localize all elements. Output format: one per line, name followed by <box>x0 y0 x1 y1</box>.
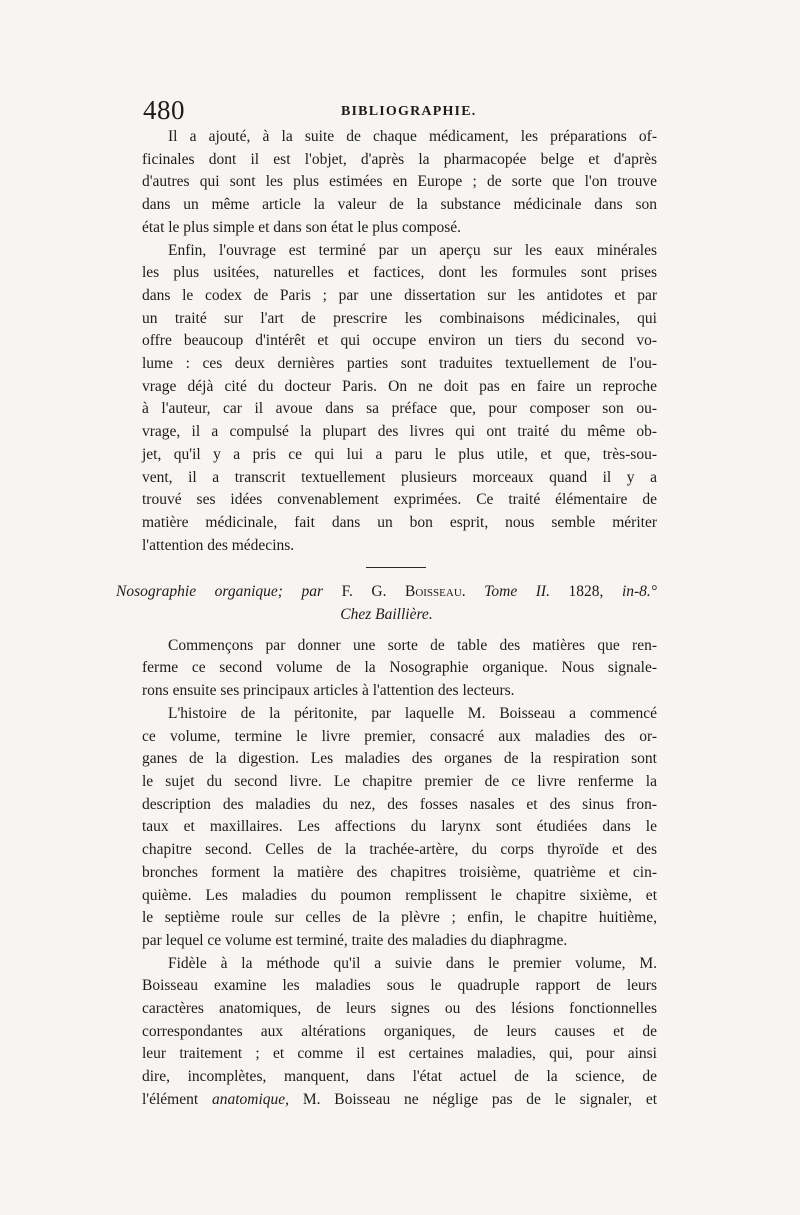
text-emphasis: anatomique, <box>211 1090 290 1108</box>
text-line: Il a ajouté, à la suite de chaque médicament, les préparations of- <box>168 128 657 145</box>
text-line: chapitre second. Celles de la trachée-artère, du corps thyroïde et des <box>142 841 657 859</box>
review-format: in-8.° <box>621 583 657 601</box>
text-line: ferme ce second volume de la Nosographie organique. Nous signale- <box>142 659 657 677</box>
text-line: quième. Les maladies du poumon remplissent le chapitre sixième, et <box>142 886 657 904</box>
text-line: bronches forment la matière des chapitres troisième, quatrième et cin- <box>142 863 657 881</box>
page-number: 480 <box>143 95 185 125</box>
text-line: L'histoire de la péritonite, par laquelle M. Boisseau a commencé <box>168 704 657 722</box>
text-line: un traité sur l'art de prescrire les combinaisons médicinales, qui <box>142 309 657 327</box>
text-line <box>116 1089 657 1112</box>
spacer <box>116 627 657 635</box>
review-author: F. G. Boisseau. <box>341 583 466 601</box>
text-line: jet, qu'il y a pris ce qui lui a paru le plus utile, et que, très-sou- <box>142 445 657 463</box>
text-line: dire, incomplètes, manquent, dans l'état actuel de la science, de <box>142 1068 657 1086</box>
text-line: d'autres qui sont les plus estimées en Europe ; de sorte que l'on trouve <box>142 173 657 191</box>
text-line: l'attention des médecins. <box>142 536 295 554</box>
text-line: lume : ces deux dernières parties sont traduites textuellement de l'ou- <box>142 355 657 373</box>
text-line: vrage déjà cité du docteur Paris. On ne doit pas en faire un reproche <box>142 377 657 395</box>
text-line: le sujet du second livre. Le chapitre premier de ce livre renferme la <box>142 772 657 790</box>
text-line: Enfin, l'ouvrage est terminé par un aperçu sur les eaux minérales <box>168 241 657 259</box>
paragraph-chapters <box>116 703 657 953</box>
review-title: Nosographie organique; <box>116 583 283 601</box>
text-line: leur traitement ; et comme il est certaines maladies, qui, pour ainsi <box>142 1045 657 1063</box>
paragraph-method <box>116 953 657 1112</box>
text-line: par lequel ce volume est terminé, traite des maladies du diaphragme. <box>142 931 568 949</box>
text-line: Commençons par donner une sorte de table des matières que ren- <box>168 636 657 654</box>
text-line: offre beaucoup d'intérêt et qui occupe environ un tiers du second vo- <box>142 332 657 350</box>
text-line: le septième roule sur celles de la plèvre ; enfin, le chapitre huitième, <box>142 909 657 927</box>
page-body <box>116 126 657 1112</box>
text-line: ficinales dont il est l'objet, d'après la pharmacopée belge et d'après <box>142 150 657 168</box>
page-header <box>143 95 663 125</box>
review-heading <box>116 581 657 626</box>
text-line: les plus usitées, naturelles et factices, dont les formules sont prises <box>142 264 657 282</box>
text-line: à l'auteur, car il avoue dans sa préface que, pour composer son ou- <box>142 400 657 418</box>
text-line: description des maladies du nez, des fosses nasales et des sinus fron- <box>142 795 657 813</box>
text-line: taux et maxillaires. Les affections du larynx sont étudiées dans le <box>142 818 657 836</box>
paragraph-table-of-contents <box>116 635 657 703</box>
text-fragment: l'élément <box>142 1090 199 1108</box>
review-year: 1828, <box>568 583 604 601</box>
paragraph-conclusion <box>116 240 657 558</box>
text-line: dans un même article la valeur de la substance médicinale dans son <box>142 196 657 214</box>
text-line: matière médicinale, fait dans un bon esprit, nous semble mériter <box>142 513 657 531</box>
text-line: Boisseau examine les maladies sous le quadruple rapport de leurs <box>142 977 657 995</box>
review-by: par <box>301 583 324 601</box>
review-tome: Tome II. <box>484 583 550 601</box>
text-line: dans le codex de Paris ; par une dissertation sur les antidotes et par <box>142 286 657 304</box>
text-fragment: M. Boisseau ne néglige pas de le signaler, et <box>302 1090 658 1108</box>
text-line: trouvé ses idées convenablement exprimées. Ce traité élémentaire de <box>142 491 657 509</box>
text-line: ganes de la digestion. Les maladies des organes de la respiration sont <box>142 750 657 768</box>
text-line: vrage, il a compulsé la plupart des livres qui ont traité du même ob- <box>142 423 657 441</box>
text-line: caractères anatomiques, de leurs signes ou des lésions fonctionnelles <box>142 1000 657 1018</box>
text-line: Fidèle à la méthode qu'il a suivie dans le premier volume, M. <box>168 954 657 972</box>
section-divider <box>116 557 657 581</box>
running-head: BIBLIOGRAPHIE. <box>341 104 477 119</box>
paragraph-medicaments <box>116 126 657 240</box>
divider-rule <box>366 567 426 568</box>
review-publisher: Chez Baillière. <box>340 606 433 624</box>
text-line: état le plus simple et dans son état le plus composé. <box>142 218 461 236</box>
text-line: ce volume, termine le livre premier, consacré aux maladies des or- <box>142 727 657 745</box>
review-citation-line <box>116 581 657 604</box>
text-line: rons ensuite ses principaux articles à l'attention des lecteurs. <box>142 682 515 700</box>
text-line: vent, il a transcrit textuellement plusieurs morceaux quand il y a <box>142 468 657 486</box>
text-line: correspondantes aux altérations organiques, de leurs causes et de <box>142 1022 657 1040</box>
